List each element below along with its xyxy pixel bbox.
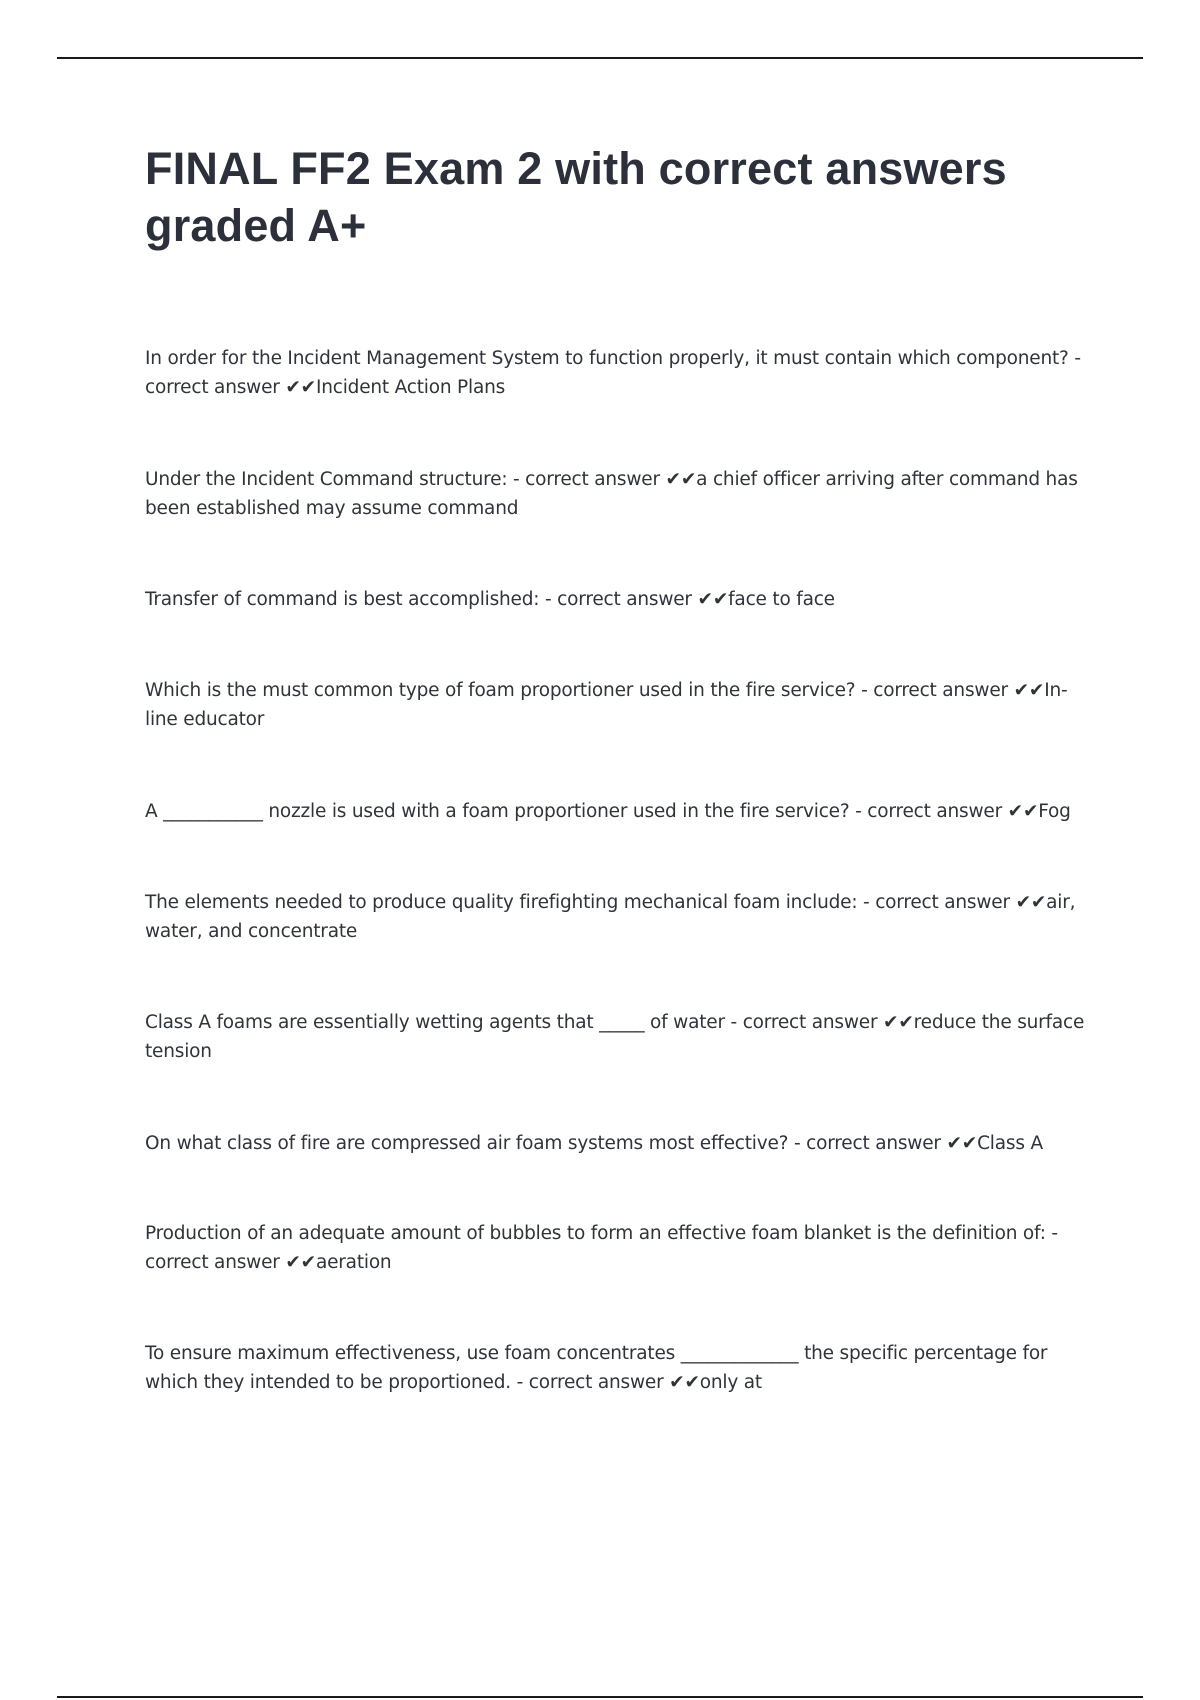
question-item: Under the Incident Command structure: - correct answer ✔✔a chief officer arriving after command has been established may assume command — [145, 469, 1078, 519]
document-header — [145, 140, 1085, 254]
document-title — [145, 140, 1085, 254]
question-item: Which is the must common type of foam proportioner used in the fire service? - correct answer ✔✔In-line educator — [145, 680, 1068, 730]
question-item: Class A foams are essentially wetting agents that _____ of water - correct answer ✔✔reduce the surface tension — [145, 1012, 1085, 1062]
bottom-rule — [57, 1696, 1143, 1698]
question-item: On what class of fire are compressed air foam systems most effective? - correct answer ✔✔Class A — [145, 1133, 1043, 1154]
question-item: In order for the Incident Management System to function properly, it must contain which component? - correct answer ✔✔Incident Action Plans — [145, 348, 1081, 398]
question-item: A ___________ nozzle is used with a foam proportioner used in the fire service? - correct answer ✔✔Fog — [145, 801, 1071, 822]
question-item: The elements needed to produce quality firefighting mechanical foam include: - correct answer ✔✔air, water, and concentrate — [145, 892, 1076, 942]
question-item: Production of an adequate amount of bubbles to form an effective foam blanket is the definition of: - correct answer ✔✔aeration — [145, 1223, 1058, 1273]
title-line-1: FINAL FF2 Exam 2 with correct answers — [145, 143, 1007, 194]
top-rule — [57, 57, 1143, 59]
title-line-2: graded A+ — [145, 200, 367, 251]
question-item: To ensure maximum effectiveness, use foam concentrates _____________ the specific percentage for which they intended to be proportioned. - correct answer ✔✔only at — [145, 1343, 1048, 1393]
question-item: Transfer of command is best accomplished: - correct answer ✔✔face to face — [145, 589, 835, 610]
